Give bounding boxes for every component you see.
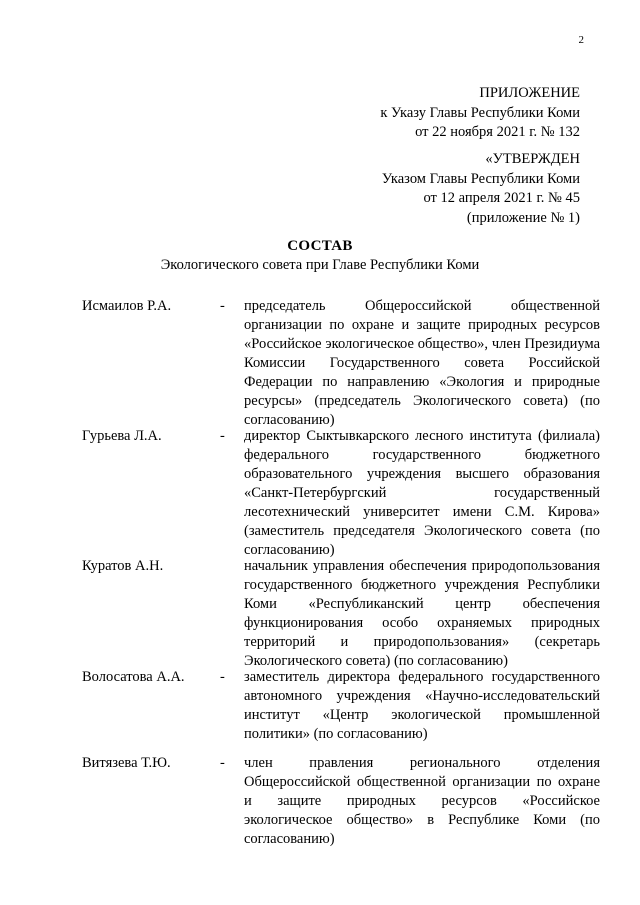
document-title: СОСТАВ	[287, 238, 353, 254]
document-subtitle: Экологического совета при Главе Республики Коми	[160, 257, 480, 273]
member-role: член правления регионального отделения Общероссийской общественной организации по охране и защите природных ресурсов «Российское экологическое общество» в Республике Коми (по согласованию)	[244, 755, 600, 847]
approved-decree-date: от 12 апреля 2021 г. № 45	[423, 190, 580, 206]
member-name: Гурьева Л.А.	[82, 428, 162, 444]
member-name: Куратов А.Н.	[82, 558, 164, 574]
member-name: Исмаилов Р.А.	[82, 298, 172, 314]
approved-decree-ref: Указом Главы Республики Коми	[381, 170, 580, 187]
member-role: председатель Общероссийской общественной организации по охране и защите природных ресурсов «Российское экологическое общество», член Президиума Комиссии Государственного совета Российской Федерации по направлению «Экология и природные ресурсы» (председатель Экологического совета) (по согласованию)	[244, 298, 600, 428]
approved-header	[382, 150, 580, 228]
member-dash: -	[220, 669, 225, 685]
member-role: заместитель директора федерального государственного автономного учреждения «Научно-исследовательский институт «Центр экологической промышленной политики» (по согласованию)	[244, 669, 600, 742]
member-dash: -	[220, 428, 225, 444]
member-dash: -	[220, 755, 225, 771]
appendix-label: ПРИЛОЖЕНИЕ	[479, 85, 580, 101]
appendix-decree-ref: к Указу Главы Республики Коми	[380, 104, 580, 121]
member-role: директор Сыктывкарского лесного института (филиала) федерального государственного бюджетного образовательного учреждения высшего образования «Санкт-Петербургский государственный лесотехнический университет имени С.М. Кирова» (заместитель председателя Экологического совета (по согласованию)	[244, 428, 600, 558]
member-dash: -	[220, 298, 225, 314]
appendix-decree-date: от 22 ноября 2021 г. № 132	[415, 124, 580, 140]
appendix-header	[380, 84, 580, 143]
approved-appendix-number: (приложение № 1)	[466, 209, 580, 226]
member-role: начальник управления обеспечения природопользования государственного бюджетного учреждения Республики Коми «Республиканский центр обеспечения функционирования особо охраняемых природных территорий и природопользования» (секретарь Экологического совета) (по согласованию)	[244, 558, 600, 669]
approved-label: «УТВЕРЖДЕН	[485, 151, 580, 167]
page-number: 2	[578, 34, 584, 46]
member-name: Волосатова А.А.	[82, 669, 185, 685]
member-name: Витязева Т.Ю.	[82, 755, 171, 771]
